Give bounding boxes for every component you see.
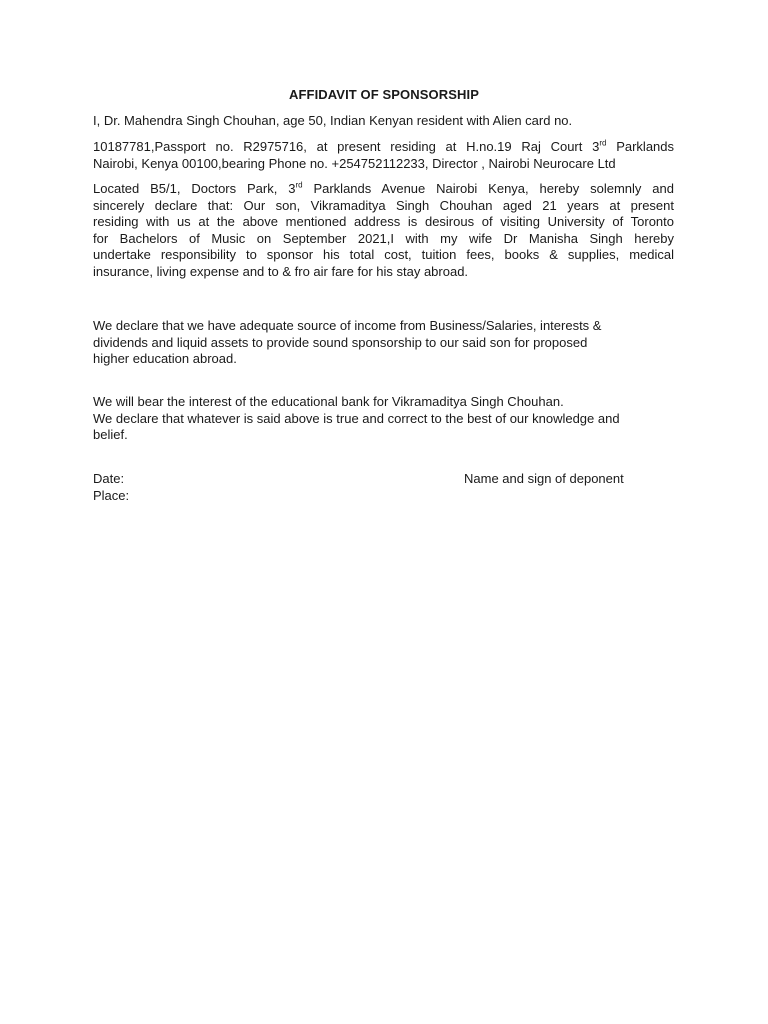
deponent-label: Name and sign of deponent — [464, 471, 624, 486]
income-line-2: dividends and liquid assets to provide sound sponsorship to our said son for proposed — [93, 334, 588, 350]
truth-line-2: We declare that whatever is said above is true and correct to the best of our knowledge and — [93, 410, 620, 426]
truth-line-3: belief. — [93, 427, 128, 442]
income-paragraph — [93, 318, 674, 368]
document-title: AFFIDAVIT OF SPONSORSHIP — [289, 87, 479, 102]
truth-line-1: We will bear the interest of the educational bank for Vikramaditya Singh Chouhan. — [93, 394, 564, 409]
residence-paragraph — [93, 139, 674, 172]
income-line-3: higher education abroad. — [93, 351, 237, 366]
intro-line: I, Dr. Mahendra Singh Chouhan, age 50, Indian Kenyan resident with Alien card no. — [93, 113, 573, 128]
ordinal-suffix: rd — [599, 138, 607, 148]
declaration-line-1-text: Located B5/1, Doctors Park, 3 — [93, 181, 296, 196]
residence-line-1-tail: Parklands — [606, 139, 675, 154]
declaration-line-2: sincerely declare that: Our son, Vikramaditya Singh Chouhan aged 21 years at present — [93, 197, 674, 213]
declaration-line-5: undertake responsibility to sponsor his total cost, tuition fees, books & supplies, medical — [93, 247, 674, 262]
residence-line-1 — [93, 139, 674, 156]
declaration-line-3: residing with us at the above mentioned address is desirous of visiting University of Toronto — [93, 214, 674, 229]
declaration-line-1 — [93, 181, 674, 198]
residence-line-2: Nairobi, Kenya 00100,bearing Phone no. +254752112233, Director , Nairobi Neurocare Ltd — [93, 155, 616, 171]
date-label: Date: — [93, 471, 125, 486]
residence-line-1-text: 10187781,Passport no. R2975716, at present residing at H.no.19 Raj Court 3 — [93, 139, 600, 154]
declaration-line-4: for Bachelors of Music on September 2021,I with my wife Dr Manisha Singh hereby — [93, 230, 674, 246]
declaration-line-6: insurance, living expense and to & fro air fare for his stay abroad. — [93, 263, 469, 279]
place-label: Place: — [93, 488, 130, 503]
ordinal-suffix: rd — [295, 180, 303, 190]
truth-paragraph — [93, 394, 674, 444]
income-line-1: We declare that we have adequate source of income from Business/Salaries, interests & — [93, 318, 602, 333]
declaration-line-1-tail: Parklands Avenue Nairobi Kenya, hereby solemnly and — [302, 181, 674, 196]
intro-paragraph — [93, 113, 674, 130]
declaration-paragraph — [93, 181, 674, 280]
